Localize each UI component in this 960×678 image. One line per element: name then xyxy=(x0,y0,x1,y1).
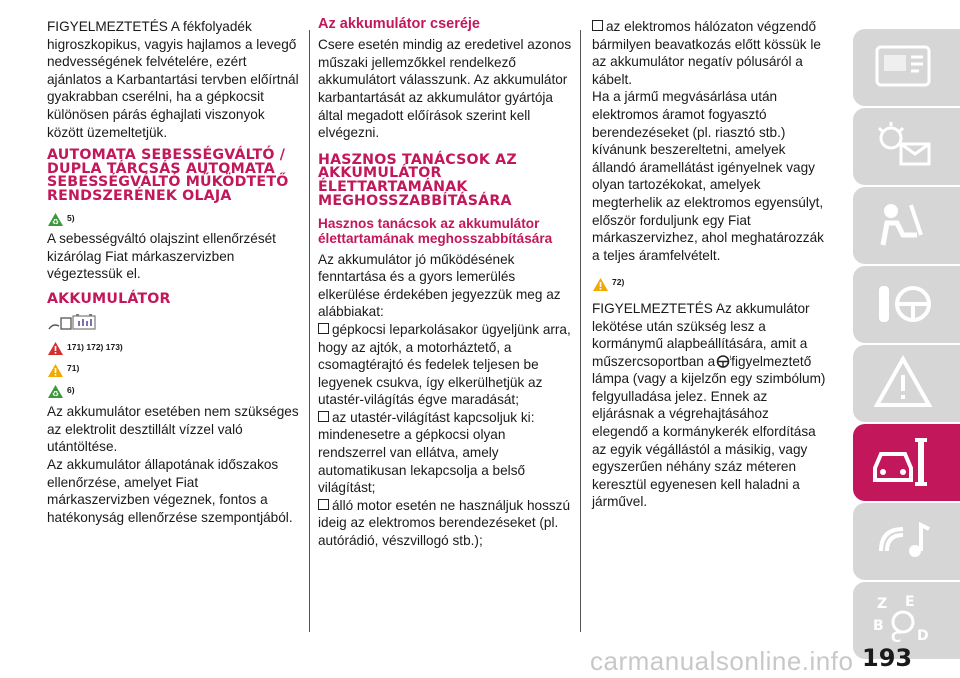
caution-warning-icon xyxy=(592,277,609,292)
svg-text:E: E xyxy=(905,594,915,610)
index-icon xyxy=(871,590,935,650)
svg-text:D: D xyxy=(917,628,929,644)
tab-multimedia[interactable] xyxy=(853,503,960,580)
chapter-tabs xyxy=(853,29,960,661)
watermark: carmanualsonline.info xyxy=(590,646,854,676)
tab-starting-driving[interactable] xyxy=(853,266,960,343)
checkbox-bullet-icon xyxy=(318,499,329,510)
checkbox-bullet-icon xyxy=(318,411,329,422)
emergency-icon xyxy=(871,353,935,413)
battery-tips-intro: Az akkumulátor jó működésének fenntartása és a gyors lemerülés elkerülése érdekében jegyezzük meg az alábbiakat: xyxy=(318,251,561,320)
battery-heading: AKKUMULÁTOR xyxy=(47,290,171,307)
checkbox-bullet-icon xyxy=(592,20,603,31)
battery-electrolyte-text: Az akkumulátor esetében nem szükséges az elektrolit desztillált vízzel való utántöltése. xyxy=(47,404,299,455)
column-left xyxy=(47,18,299,526)
tab-maintenance[interactable] xyxy=(853,424,960,501)
battery-caution-ref: 71) xyxy=(47,360,299,378)
safety-icon xyxy=(871,195,935,255)
tab-safety[interactable] xyxy=(853,187,960,264)
checkbox-bullet-icon xyxy=(318,323,329,334)
steering-warning-text: FIGYELMEZTETÉS Az akkumulátor lekötése után szükség lesz a kormánymű alapbeállítására, amit a műszercsoportban a figyelmeztető lámpa (vagy a kijelzőn egy szimbólum) felgyulladása jelez. Ennek az eljárásnak a végrehajtásához elegendő a kormánykerék elfordítása az egyik végállástól a másikig, vagy egyszerűen néhány száz méteren keresztül egyenesen kell haladni a járművel. xyxy=(592,300,826,510)
list-item: álló motor esetén ne használjuk hosszú ideig az elektromos berendezéseket (pl. autórádió, vészvillogó stb.); xyxy=(318,497,571,549)
battery-tips-heading: HASZNOS TANÁCSOK AZ AKKUMULÁTOR ÉLETTARTAMÁNAK MEGHOSSZABBÍTÁSÁRA xyxy=(318,151,517,209)
battery-replacement-text: Csere esetén mindig az eredetivel azonos műszaki jellemzőkkel rendelkező akkumulátort válasszunk. Az akkumulátor karbantartását az akkumulátor gyártója által megadott előírások szerint kell elvégezni. xyxy=(318,37,572,141)
battery-check-text: Az akkumulátor állapotának időszakos ellenőrzése, amelyet Fiat márkaszervizben végeznek, fontos a hatékonyság ellenőrzése szempontjából. xyxy=(47,457,293,525)
svg-text:♻: ♻ xyxy=(51,389,60,399)
column-divider xyxy=(309,30,310,632)
maintenance-icon xyxy=(871,432,935,492)
dashboard-icon xyxy=(871,37,935,97)
battery-symbol-row xyxy=(47,313,299,335)
key-steering-icon xyxy=(871,274,935,334)
danger-warning-icon xyxy=(47,341,64,356)
svg-text:♻: ♻ xyxy=(51,217,60,227)
caution-warning-icon xyxy=(47,363,64,378)
svg-text:C: C xyxy=(891,630,902,646)
svg-text:B: B xyxy=(873,618,884,634)
svg-text:Z: Z xyxy=(877,596,888,612)
list-item: az utastér-világítást kapcsoljuk ki: mindenesetre a gépkocsi olyan rendszerrel van ellátva, amely automatikusan lekapcsolja a belső világítást; xyxy=(318,409,535,496)
battery-environment-ref: ♻ 6) xyxy=(47,382,299,400)
page-number: 193 xyxy=(862,644,913,672)
steering-fault-icon xyxy=(715,355,731,368)
column-middle xyxy=(318,18,574,550)
environment-warning-icon xyxy=(47,212,64,227)
battery-replacement-heading: Az akkumulátor cseréje xyxy=(318,16,480,32)
gearbox-warning-ref: ♻ 5) xyxy=(47,210,299,228)
multimedia-icon xyxy=(871,511,935,571)
tab-dashboard[interactable] xyxy=(853,29,960,106)
battery-service-icon xyxy=(47,313,99,333)
battery-danger-ref: 171) 172) 173) xyxy=(47,339,299,357)
brake-fluid-warning: FIGYELMEZTETÉS A fékfolyadék higroszkopikus, vagyis hajlamos a levegő nedvességének felvételére, ezért ajánlatos a Karbantartási tervben előírtnál gyakrabban cserélni, ha a gépkocsit különösen párás éghajlati viszonyok között üzemeltetjük. xyxy=(47,19,299,140)
environment-warning-icon xyxy=(47,384,64,399)
battery-tips-subheading: Hasznos tanácsok az akkumulátor élettartamának meghosszabbítására xyxy=(318,216,553,247)
gearbox-oil-heading: AUTOMATA SEBESSÉGVÁLTÓ / DUPLA TÁRCSÁS AUTOMATA SEBESSÉGVÁLTÓ MŰKÖDTETŐ RENDSZERÉNEK OLAJA xyxy=(47,147,289,204)
accessory-caution-ref: 72) xyxy=(592,274,828,292)
list-item: gépkocsi leparkolásakor ügyeljünk arra, hogy az ajtók, a motorháztető, a csomagtérajtó és fedelek teljesen be legyenek csukva, így elkerülhetjük az utastér-világítás égve maradását; xyxy=(318,321,571,408)
accessory-install-text: Ha a jármű megvásárlása után elektromos áramot fogyasztó berendezéseket (pl. riasztó stb.) kívánunk beszereltetni, amelyek állandó áramellátást igényelnek vagy olyan tartozékokat, amelyek megterhelik az elektromos egyensúlyt, először forduljunk egy Fiat márkaszervizhez, ahol meghatározzák a teljes áramfelvételt. xyxy=(592,89,824,263)
gearbox-oil-text: A sebességváltó olajszint ellenőrzését kizárólag Fiat márkaszervizben végeztessük el. xyxy=(47,231,276,282)
tab-emergency[interactable] xyxy=(853,345,960,422)
column-divider xyxy=(580,30,581,632)
warning-lights-icon xyxy=(871,116,935,176)
column-right xyxy=(592,18,828,511)
list-item: az elektromos hálózaton végzendő bármilyen beavatkozás előtt kössük le az akkumulátor negatív pólusáról a kábelt. xyxy=(592,19,821,87)
tab-warning-lights[interactable] xyxy=(853,108,960,185)
